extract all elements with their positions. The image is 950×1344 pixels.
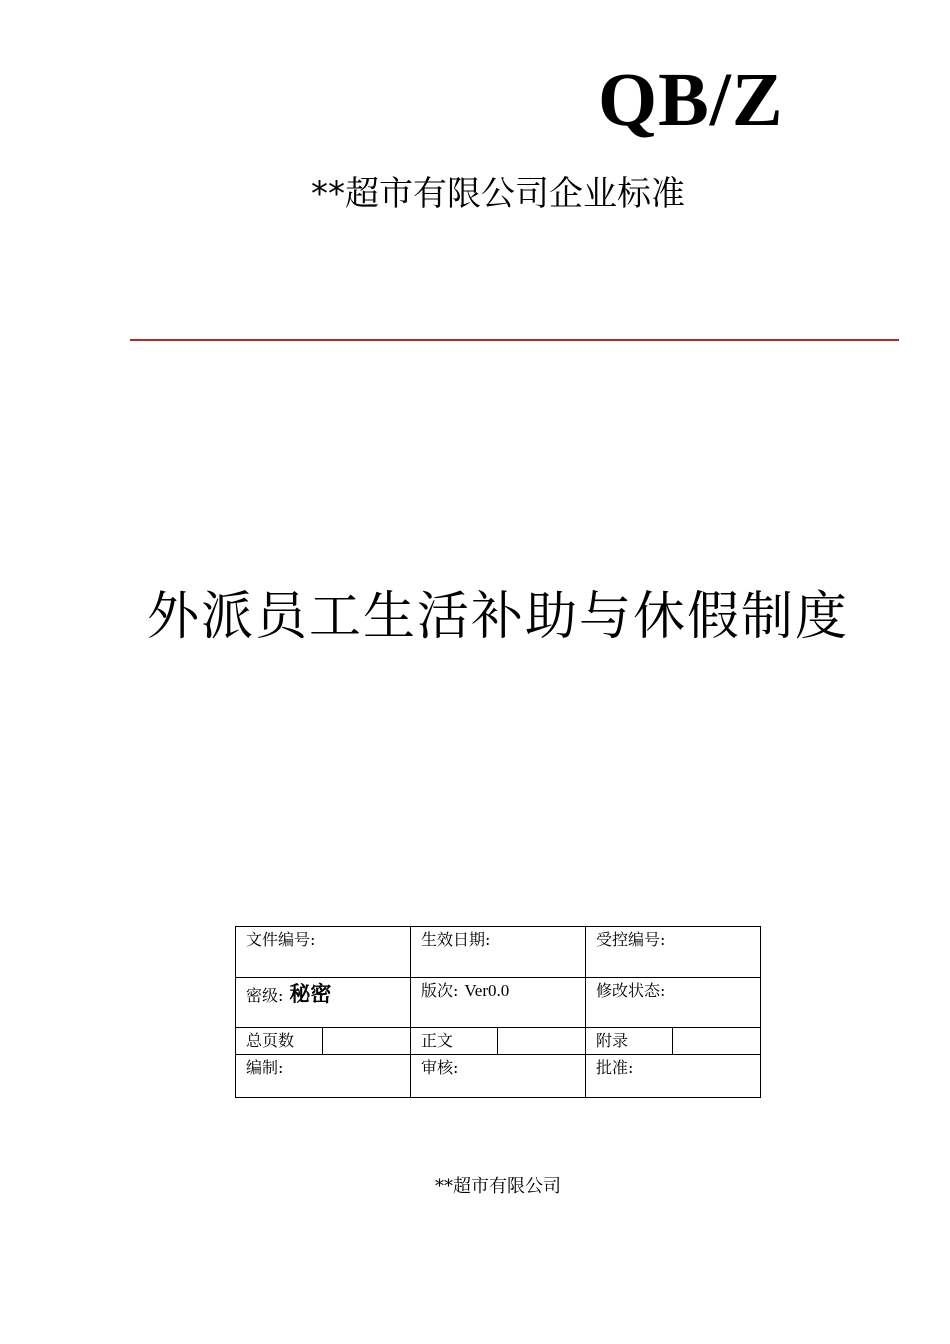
security-level-cell: [236, 978, 411, 1028]
table-row: [236, 978, 761, 1028]
prepared-by-cell: [236, 1055, 411, 1098]
company-standard-subtitle: **超市有限公司企业标准: [311, 174, 685, 214]
body-pages-label: 正文: [411, 1028, 498, 1055]
body-pages-value: [498, 1028, 586, 1055]
revision-status-cell: [586, 978, 761, 1028]
table-row: [236, 1055, 761, 1098]
controlled-number-cell: [586, 927, 761, 978]
file-number-label: 文件编号:: [246, 930, 316, 949]
reviewed-by-cell: [411, 1055, 586, 1098]
table-row: [236, 1028, 761, 1055]
header-divider: [130, 339, 899, 341]
security-level-value: 秘密: [289, 982, 332, 1006]
appendix-pages-label: 附录: [586, 1028, 673, 1055]
table-row: [236, 927, 761, 978]
effective-date-cell: [411, 927, 586, 978]
prepared-by-label: 编制:: [246, 1058, 284, 1077]
version-value: Ver0.0: [464, 981, 510, 1000]
document-title: 外派员工生活补助与休假制度: [146, 587, 849, 647]
security-level-label: 密级:: [246, 986, 284, 1005]
controlled-number-label: 受控编号:: [596, 930, 666, 949]
footer-company-name: **超市有限公司: [435, 1176, 561, 1197]
version-cell: [411, 978, 586, 1028]
reviewed-by-label: 审核:: [421, 1058, 459, 1077]
approved-by-cell: [586, 1055, 761, 1098]
total-pages-value: [323, 1028, 411, 1055]
revision-status-label: 修改状态:: [596, 981, 666, 1000]
approved-by-label: 批准:: [596, 1058, 634, 1077]
version-label: 版次:: [421, 981, 459, 1000]
document-info-table: [235, 926, 761, 1098]
file-number-cell: [236, 927, 411, 978]
standard-code: QB/Z: [598, 58, 784, 142]
total-pages-label: 总页数: [236, 1028, 323, 1055]
appendix-pages-value: [673, 1028, 761, 1055]
effective-date-label: 生效日期:: [421, 930, 491, 949]
